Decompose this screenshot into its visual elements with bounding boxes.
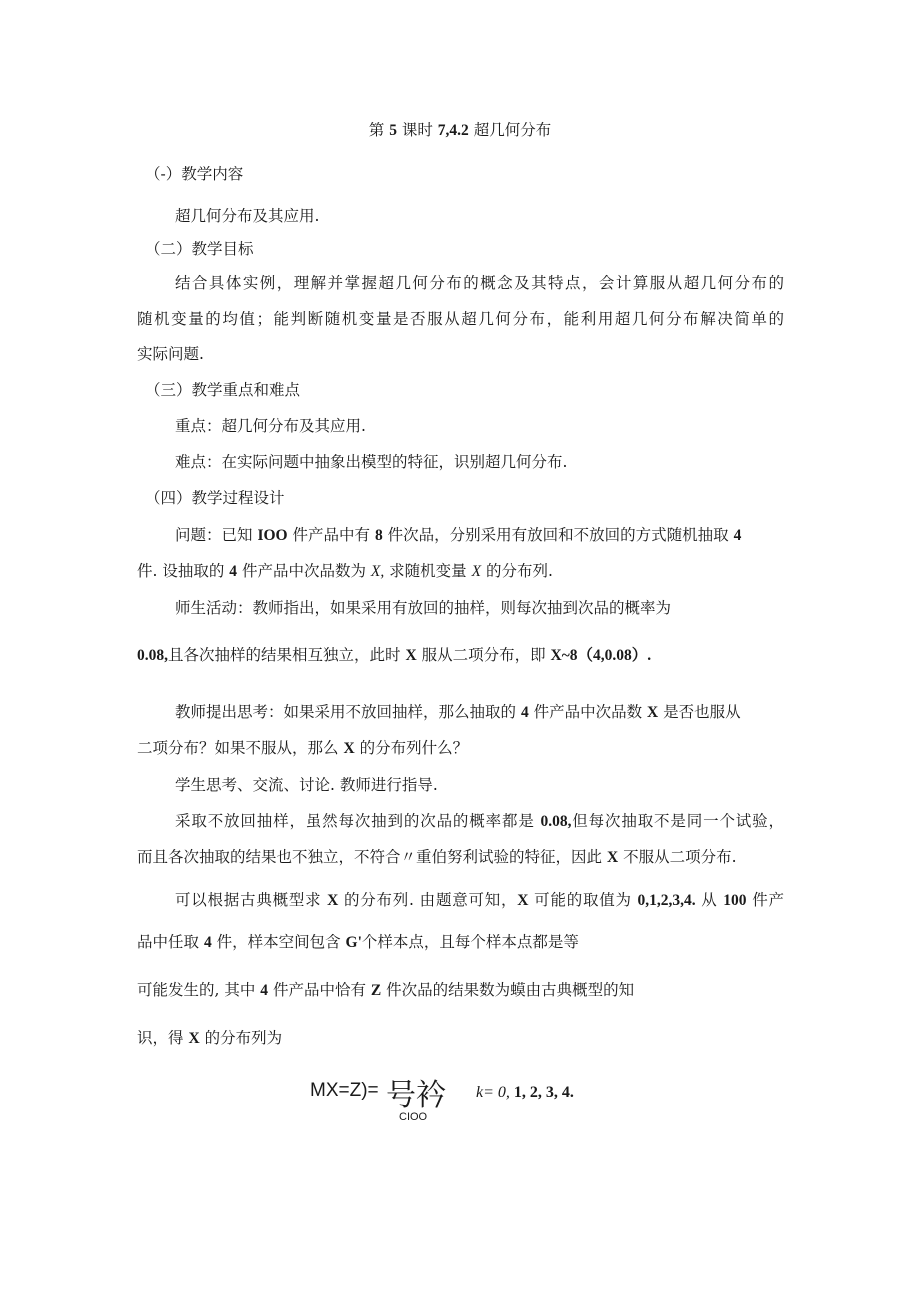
goals-line-3: 实际问题. bbox=[137, 345, 204, 363]
section-heading-process: （四）教学过程设计 bbox=[145, 489, 285, 507]
classical-line-2: 品中任取 4 件，样本空间包含 G'个样本点，且每个样本点都是等 bbox=[137, 933, 579, 951]
classical-line-4: 识，得 X 的分布列为 bbox=[137, 1029, 283, 1047]
content-text: 超几何分布及其应用. bbox=[175, 207, 320, 225]
think-line-1: 教师提出思考：如果采用不放回抽样，那么抽取的 4 件产品中次品数 X 是否也服从 bbox=[175, 703, 741, 721]
no-replace-line-1: 采取不放回抽样，虽然每次抽到的次品的概率都是 0.08,但每次抽取不是同一个试验， bbox=[175, 812, 784, 830]
section-heading-key: （三）教学重点和难点 bbox=[145, 381, 301, 399]
page-title: 第 5 课时 7,4.2 超几何分布 bbox=[368, 121, 552, 139]
problem-line-2: 件. 设抽取的 4 件产品中次品数为 X, 求随机变量 X 的分布列. bbox=[137, 562, 553, 580]
classical-line-3: 可能发生的, 其中 4 件产品中恰有 Z 件次品的结果数为蟆由古典概型的知 bbox=[137, 981, 635, 999]
formula-lhs: MX=Z)= bbox=[310, 1080, 379, 1101]
goals-line-2: 随机变量的均值；能判断随机变量是否服从超几何分布，能利用超几何分布解决简单的 bbox=[137, 310, 784, 328]
formula-fraction: 号衿 bbox=[386, 1078, 446, 1113]
activity-line-2: 0.08,且各次抽样的结果相互独立，此时 X 服从二项分布，即 X~8（4,0.08）. bbox=[137, 646, 652, 664]
classical-line-1: 可以根据古典概型求 X 的分布列. 由题意可知，X 可能的取值为 0,1,2,3,4. 从 100 件产 bbox=[175, 891, 784, 909]
think-line-2: 二项分布？如果不服从，那么 X 的分布列什么？ bbox=[137, 739, 469, 757]
section-heading-content: （-）教学内容 bbox=[145, 165, 244, 183]
formula-k-range: k= 0, 1, 2, 3, 4. bbox=[476, 1084, 574, 1101]
formula-denominator: CIOO bbox=[399, 1111, 428, 1123]
section-heading-goals: （二）教学目标 bbox=[145, 240, 254, 258]
key-point-text: 重点：超几何分布及其应用. bbox=[175, 417, 366, 435]
goals-line-1: 结合具体实例，理解并掌握超几何分布的概念及其特点，会计算服从超几何分布的 bbox=[175, 274, 784, 292]
no-replace-line-2: 而且各次抽取的结果也不独立，不符合〃重伯努利试验的特征，因此 X 不服从二项分布. bbox=[137, 848, 737, 866]
student-activity: 学生思考、交流、讨论. 教师进行指导. bbox=[175, 776, 438, 794]
hard-point-text: 难点：在实际问题中抽象出模型的特征，识别超几何分布. bbox=[175, 453, 568, 471]
distribution-formula bbox=[310, 1068, 630, 1128]
problem-line-1: 问题：已知 IOO 件产品中有 8 件次品，分别采用有放回和不放回的方式随机抽取 4 bbox=[175, 526, 742, 544]
activity-line-1: 师生活动：教师指出，如果采用有放回的抽样，则每次抽到次品的概率为 bbox=[175, 599, 672, 617]
